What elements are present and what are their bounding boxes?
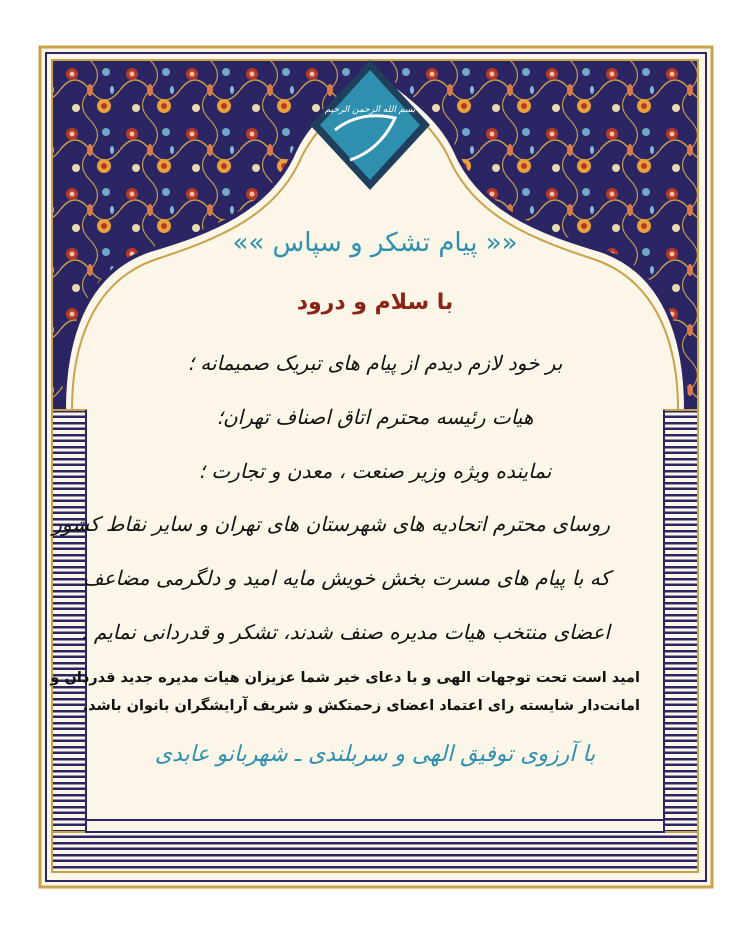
verse-line: روسای محترم اتحادیه های شهرستان های تهران و سایر نقاط کشور (52, 512, 610, 536)
verse-line: نماینده ویژه وزیر صنعت ، معدن و تجارت ؛ (198, 459, 552, 483)
body-paragraph-line: امانت‌دار شایسته رای اعتماد اعضای زحمتکش و شریف آرایشگران بانوان باشد. (82, 698, 640, 714)
page-title: «« پیام تشکر و سپاس »» (232, 228, 518, 258)
signature: با آرزوی توفیق الهی و سربلندی ـ شهربانو عابدی (154, 742, 596, 767)
emblem-calligraphy: بسم الله الرحمن الرحیم (324, 105, 416, 115)
greeting-heading: با سلام و درود (296, 290, 454, 315)
verse-line: بر خود لازم دیدم از پیام های تبریک صمیمانه ؛ (187, 351, 563, 375)
verse-line: اعضای منتخب هیات مدیره صنف شدند، تشکر و قدردانی نمایم . (81, 620, 610, 644)
verse-line: که با پیام های مسرت بخش خویش مایه امید و دلگرمی مضاعف (82, 566, 610, 590)
verse-line: هیات رئیسه محترم اتاق اصناف تهران؛ (216, 405, 534, 429)
body-paragraph-line: امید است تحت توجهات الهی و با دعای خیر شما عزیزان هیات مدیره جدید قدردان و (50, 670, 640, 686)
